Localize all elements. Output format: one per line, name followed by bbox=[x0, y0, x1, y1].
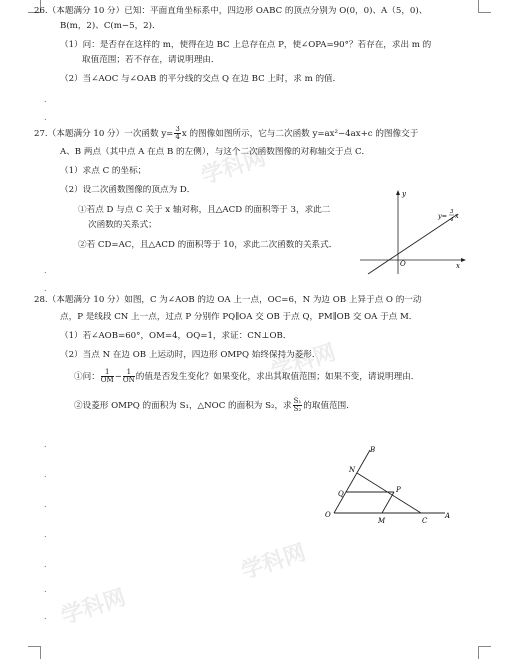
q28-text-5b: 的值是否发生变化？如果变化，求出其取值范围；如果不变，请说明理由． bbox=[135, 372, 420, 382]
corner-mark-bottom-left bbox=[28, 646, 41, 659]
q28-text-6b: 的取值范围． bbox=[303, 401, 355, 411]
segment-pm bbox=[382, 492, 394, 513]
point-label-n: N bbox=[349, 466, 356, 474]
q28-line6 bbox=[74, 396, 494, 416]
fraction-s1-over-s2 bbox=[293, 398, 303, 413]
blank-line-marker: . bbox=[44, 95, 47, 104]
watermark: 学科网 bbox=[58, 585, 129, 630]
fraction-numerator: 1 bbox=[123, 369, 135, 377]
q26-line3: （1）问：是否存在这样的 m，使得在边 BC 上总存在点 P，使∠OPA=90°？若存在，求出 m 的 bbox=[60, 40, 432, 50]
line-equation-x: x bbox=[455, 212, 459, 220]
minus-sign: − bbox=[114, 372, 122, 382]
q27-text-b: x 的图像如图所示，它与二次函数 y=ax²−4ax+c 的图像交于 bbox=[181, 129, 419, 139]
corner-mark-bottom-right bbox=[478, 646, 491, 659]
point-label-c: C bbox=[422, 517, 428, 525]
q27-line1 bbox=[34, 126, 484, 142]
q27-fraction bbox=[174, 126, 180, 141]
point-label-m: M bbox=[378, 517, 386, 525]
x-axis-label: x bbox=[456, 262, 460, 270]
blank-line-marker: . bbox=[44, 113, 47, 122]
fraction-denominator: S₂ bbox=[293, 405, 302, 413]
q27-line6: 次函数的关系式； bbox=[88, 220, 157, 230]
y-axis-arrow-icon bbox=[396, 190, 400, 195]
blank-line-marker: . bbox=[44, 585, 47, 594]
line-equation-denominator: 4 bbox=[450, 217, 454, 223]
y-axis-label: y bbox=[402, 190, 406, 198]
q26-line1: 26.（本题满分 10 分）已知：平面直角坐标系中，四边形 OABC 的顶点分别为 O(0，0)、A（5，0)、 bbox=[34, 6, 428, 16]
q26-line5: （2）当∠AOC 与∠OAB 的平分线的交点 Q 在边 BC 上时，求 m 的值． bbox=[60, 74, 342, 84]
ray-ob bbox=[334, 450, 370, 513]
point-label-p: P bbox=[396, 486, 401, 494]
fraction-1-over-om bbox=[101, 369, 114, 384]
x-axis-arrow-icon bbox=[461, 258, 466, 262]
blank-line-marker: . bbox=[44, 612, 47, 621]
q27-line2: A、B 两点（其中点 A 在点 B 的左侧），与这个二次函数图像的对称轴交于点 C． bbox=[60, 147, 371, 157]
fraction-denominator: ON bbox=[122, 376, 135, 384]
fraction-numerator: S₁ bbox=[293, 397, 302, 405]
q28-text-5a: ①问： bbox=[74, 372, 100, 382]
line-equation-label: y= bbox=[438, 212, 448, 220]
blank-line-marker: . bbox=[44, 440, 47, 449]
watermark: 学科网 bbox=[238, 540, 309, 585]
q27-linear-function-graph bbox=[358, 188, 468, 276]
q27-text-a: 27.（本题满分 10 分）一次函数 y= bbox=[34, 129, 174, 139]
watermark: 学科网 bbox=[198, 145, 269, 190]
point-label-b: B bbox=[370, 446, 376, 454]
point-label-a: A bbox=[445, 512, 451, 520]
blank-line-marker: . bbox=[44, 284, 47, 293]
blank-line-marker: . bbox=[44, 470, 47, 479]
q28-line4: （2）当点 N 在边 OB 上运动时，四边形 OMPQ 始终保持为菱形． bbox=[60, 350, 321, 360]
blank-line-marker: . bbox=[44, 560, 47, 569]
blank-line-marker: . bbox=[44, 530, 47, 539]
q27-line5: ①若点 D 与点 C 关于 x 轴对称，且△ACD 的面积等于 3，求此二 bbox=[78, 205, 331, 215]
line-equation-numerator: 3 bbox=[450, 209, 454, 215]
watermark: 学科网 bbox=[268, 340, 339, 385]
q26-line4: 取值范围；若不存在，请说明理由． bbox=[82, 55, 220, 65]
fraction-numerator: 3 bbox=[175, 126, 180, 133]
blank-line-marker: . bbox=[44, 500, 47, 509]
q27-line7: ②若 CD=AC，且△ACD 的面积等于 10，求此二次函数的关系式． bbox=[78, 240, 338, 250]
fraction-1-over-on bbox=[123, 369, 135, 384]
q27-line4: （2）设二次函数图像的顶点为 D． bbox=[60, 185, 196, 195]
fraction-denominator: OM bbox=[100, 376, 114, 384]
q28-line1: 28.（本题满分 10 分）如图，C 为∠AOB 的边 OA 上一点，OC=6，N 为边 OB 上异于点 O 的一动 bbox=[34, 295, 422, 305]
q28-line2: 点，P 是线段 CN 上一点，过点 P 分别作 PQ∥OA 交 OB 于点 Q，PM∥OB 交 OA 于点 M． bbox=[60, 312, 418, 322]
origin-label: O bbox=[400, 260, 406, 268]
line-y-3-4x bbox=[368, 214, 458, 274]
blank-line-marker: . bbox=[44, 266, 47, 275]
q28-line3: （1）若∠AOB=60°，OM=4，OQ=1，求证：CN⊥OB． bbox=[60, 331, 292, 341]
fraction-numerator: 1 bbox=[101, 369, 114, 377]
q28-text-6a: ②设菱形 OMPQ 的面积为 S₁，△NOC 的面积为 S₂，求 bbox=[74, 401, 292, 411]
segment-nc bbox=[357, 473, 421, 513]
point-label-q: Q bbox=[338, 490, 344, 498]
q28-geometry-figure bbox=[320, 440, 455, 530]
fraction-denominator: 4 bbox=[175, 133, 180, 141]
q26-line2: B(m，2)、C(m−5，2)． bbox=[60, 21, 161, 31]
q28-line5 bbox=[74, 366, 494, 388]
point-label-o: O bbox=[325, 511, 331, 519]
q27-line3: （1）求点 C 的坐标； bbox=[60, 166, 147, 176]
